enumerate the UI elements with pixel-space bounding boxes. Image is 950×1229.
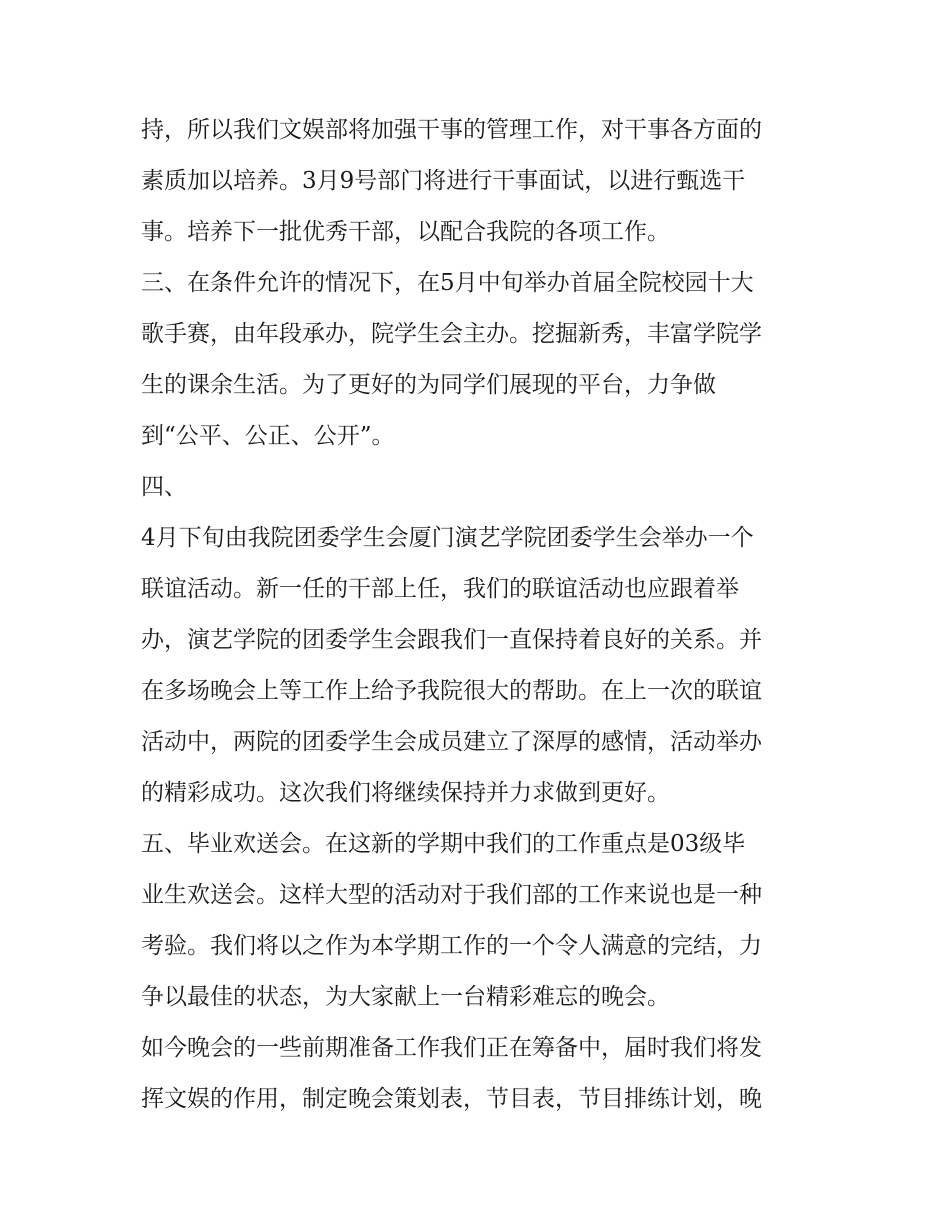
paragraph-singer-contest: 三、在条件允许的情况下，在5月中旬举办首届全院校园十大 歌手赛，由年段承办，院学生会主办。挖掘新秀，丰富学院学 生的课余生活。为了更好的为同学们展现的平台，力争做 到“公平、公正、公开”。 bbox=[141, 270, 762, 449]
section-four-heading: 四、 bbox=[141, 474, 187, 500]
paragraph-gala-preparation: 如今晚会的一些前期准备工作我们正在筹备中，届时我们将发 挥文娱的作用，制定晚会策划表，节目表，节目排练计划，晚 bbox=[141, 1035, 762, 1112]
paragraph-friendship-event: 4月下旬由我院团委学生会厦门演艺学院团委学生会举办一个 联谊活动。新一任的干部上任，我们的联谊活动也应跟着举 办，演艺学院的团委学生会跟我们一直保持着良好的关系。并 在多场晚会上等工作上给予我院很大的帮助。在上一次的联谊 活动中，两院的团委学生会成员建立了深厚的感情，活动举办 的精彩成功。这次我们将继续保持并力求做到更好。 bbox=[141, 525, 762, 806]
paragraph-staff-training: 持，所以我们文娱部将加强干事的管理工作，对干事各方面的 素质加以培养。3月9号部门将进行干事面试，以进行甄选干 事。培养下一批优秀干部，以配合我院的各项工作。 bbox=[141, 117, 762, 245]
paragraph-graduation-party: 五、毕业欢送会。在这新的学期中我们的工作重点是03级毕 业生欢送会。这样大型的活动对于我们部的工作来说也是一种 考验。我们将以之作为本学期工作的一个令人满意的完结，力 争以最佳的状态，为大家献上一台精彩难忘的晚会。 bbox=[141, 831, 762, 1010]
document-page bbox=[141, 105, 811, 1125]
